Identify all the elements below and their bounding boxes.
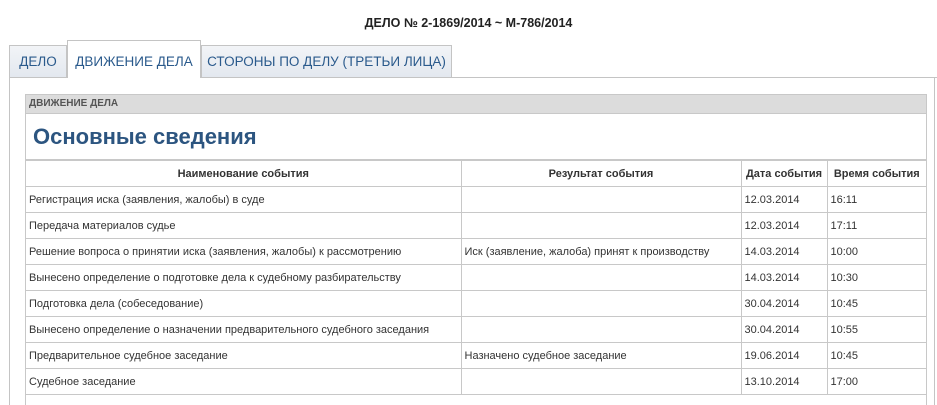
event-name-cell: Передача материалов судье bbox=[26, 213, 461, 239]
table-row bbox=[26, 343, 926, 369]
event-name-cell: Вынесено определение о назначении предварительного судебного заседания bbox=[26, 317, 461, 343]
event-date-cell: 30.04.2014 bbox=[741, 291, 827, 317]
event-date-cell: 30.04.2014 bbox=[741, 317, 827, 343]
event-date-cell: 14.03.2014 bbox=[741, 265, 827, 291]
table-row bbox=[26, 317, 926, 343]
event-time-cell: 10:45 bbox=[827, 343, 926, 369]
event-time-cell: 10:45 bbox=[827, 291, 926, 317]
table-row bbox=[26, 187, 926, 213]
table-row bbox=[26, 265, 926, 291]
section-heading: Основные сведения bbox=[26, 114, 926, 160]
tab-panel bbox=[9, 78, 935, 405]
event-name-cell: Предварительное судебное заседание bbox=[26, 343, 461, 369]
event-result-cell: Назначено судебное заседание bbox=[461, 343, 741, 369]
event-result-cell bbox=[461, 291, 741, 317]
event-result-cell bbox=[461, 369, 741, 395]
tab-case-movement[interactable]: ДВИЖЕНИЕ ДЕЛА bbox=[67, 40, 201, 78]
event-result-cell bbox=[461, 213, 741, 239]
table-row bbox=[26, 239, 926, 265]
events-table bbox=[26, 160, 926, 395]
event-date-cell: 13.10.2014 bbox=[741, 369, 827, 395]
column-header-event-date: Дата события bbox=[741, 161, 827, 187]
event-time-cell: 10:00 bbox=[827, 239, 926, 265]
event-result-cell: Иск (заявление, жалоба) принят к производству bbox=[461, 239, 741, 265]
event-name-cell: Регистрация иска (заявления, жалобы) в суде bbox=[26, 187, 461, 213]
event-result-cell bbox=[461, 317, 741, 343]
event-name-cell: Решение вопроса о принятии иска (заявления, жалобы) к рассмотрению bbox=[26, 239, 461, 265]
event-time-cell: 10:30 bbox=[827, 265, 926, 291]
table-row bbox=[26, 369, 926, 395]
event-date-cell: 14.03.2014 bbox=[741, 239, 827, 265]
tab-case[interactable]: ДЕЛО bbox=[9, 45, 67, 77]
event-result-cell bbox=[461, 265, 741, 291]
event-time-cell: 17:11 bbox=[827, 213, 926, 239]
event-date-cell: 19.06.2014 bbox=[741, 343, 827, 369]
column-header-event-time: Время события bbox=[827, 161, 926, 187]
tab-parties[interactable]: СТОРОНЫ ПО ДЕЛУ (ТРЕТЬИ ЛИЦА) bbox=[201, 45, 452, 77]
event-name-cell: Судебное заседание bbox=[26, 369, 461, 395]
event-name-cell: Вынесено определение о подготовке дела к судебному разбирательству bbox=[26, 265, 461, 291]
event-date-cell: 12.03.2014 bbox=[741, 187, 827, 213]
column-header-event-name: Наименование события bbox=[26, 161, 461, 187]
case-title: ДЕЛО № 2-1869/2014 ~ М-786/2014 bbox=[364, 16, 573, 30]
table-row bbox=[26, 213, 926, 239]
event-date-cell: 12.03.2014 bbox=[741, 213, 827, 239]
table-header-row bbox=[26, 161, 926, 187]
column-header-event-result: Результат события bbox=[461, 161, 741, 187]
event-time-cell: 17:00 bbox=[827, 369, 926, 395]
section-label: ДВИЖЕНИЕ ДЕЛА bbox=[26, 95, 926, 114]
event-result-cell bbox=[461, 187, 741, 213]
event-time-cell: 10:55 bbox=[827, 317, 926, 343]
tab-bar bbox=[9, 40, 937, 77]
event-time-cell: 16:11 bbox=[827, 187, 926, 213]
table-row bbox=[26, 291, 926, 317]
case-movement-section bbox=[25, 94, 927, 405]
event-name-cell: Подготовка дела (собеседование) bbox=[26, 291, 461, 317]
